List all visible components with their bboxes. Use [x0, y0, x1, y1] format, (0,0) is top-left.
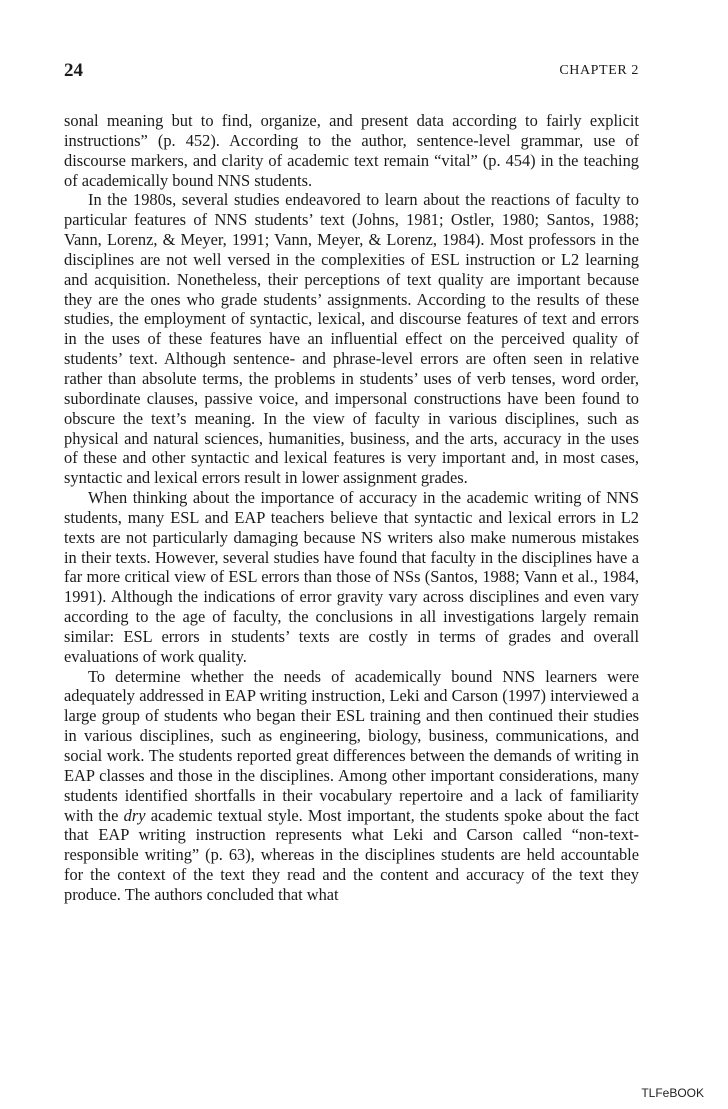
emphasized-word: dry	[123, 805, 146, 825]
paragraph-text: To determine whether the needs of academically bound NNS learners were adequately addressed in EAP writing instruction, Leki and Carson (1997) interviewed a large group of students who began their ESL training and then continued their studies in various disciplines, such as engineering, biology, business, communications, and social work. The students reported great differences between the demands of writing in EAP classes and those in the disciplines. Among other important considerations, many students identified shortfalls in their vocabulary repertoire and a lack of familiarity with the	[64, 666, 639, 825]
chapter-label: CHAPTER 2	[559, 63, 639, 78]
paragraph-error-gravity	[64, 488, 639, 667]
paragraph-text: When thinking about the importance of accuracy in the academic writing of NNS students, many ESL and EAP teachers believe that syntactic and lexical errors in L2 texts are not particularly damaging because NS writers also make numerous mistakes in their texts. However, several studies have found that faculty in the disciplines have a far more critical view of ESL errors than those of NSs (Santos, 1988; Vann et al., 1984, 1991). Although the indications of error gravity vary across disciplines and even vary according to the age of faculty, the conclusions in all investigations largely remain similar: ESL errors in students’ texts are costly in terms of grades and overall evaluations of work quality.	[64, 488, 639, 666]
paragraph-leki-carson	[64, 667, 639, 905]
paragraph-text-end: academic textual style. Most important, the students spoke about the fact that EAP writing instruction represents what Leki and Carson called “non-text-responsible writing” (p. 63), whereas in the disciplines students are held accountable for the context of the text they read and the content and accuracy of the text they produce. The authors concluded that what	[64, 805, 640, 904]
body-text	[64, 111, 639, 905]
paragraph-text: In the 1980s, several studies endeavored to learn about the reactions of faculty to particular features of NNS students’ text (Johns, 1981; Ostler, 1980; Santos, 1988; Vann, Lorenz, & Meyer, 1991; Vann, Meyer, & Lorenz, 1984). Most professors in the disciplines are not well versed in the complexities of ESL instruction or L2 learning and acquisition. Nonetheless, their perceptions of text quality are important because they are the ones who grade students’ assignments. According to the results of these studies, the employment of syntactic, lexical, and discourse features of text and errors in the uses of these features have an influential effect on the perceived quality of students’ text. Although sentence- and phrase-level errors are often seen in relative rather than absolute terms, the problems in students’ uses of verb tenses, word order, subordinate clauses, passive voice, and impersonal constructions have been found to obscure the text’s meaning. In the view of faculty in various disciplines, such as physical and natural sciences, humanities, business, and the arts, accuracy in the uses of these and other syntactic and lexical features is very important and, in most cases, syntactic and lexical errors result in lower assignment grades.	[64, 190, 639, 488]
paragraph-text: sonal meaning but to find, organize, and present data according to fairly explicit instructions” (p. 452). According to the author, sentence-level grammar, use of discourse markers, and clarity of academic text remain “vital” (p. 454) in the teaching of academically bound NNS students.	[64, 111, 639, 190]
paragraph-continuation	[64, 111, 639, 190]
page-number: 24	[64, 60, 83, 81]
paragraph-faculty-studies	[64, 190, 639, 488]
running-header	[64, 60, 639, 82]
watermark: TLFeBOOK	[641, 1086, 704, 1100]
